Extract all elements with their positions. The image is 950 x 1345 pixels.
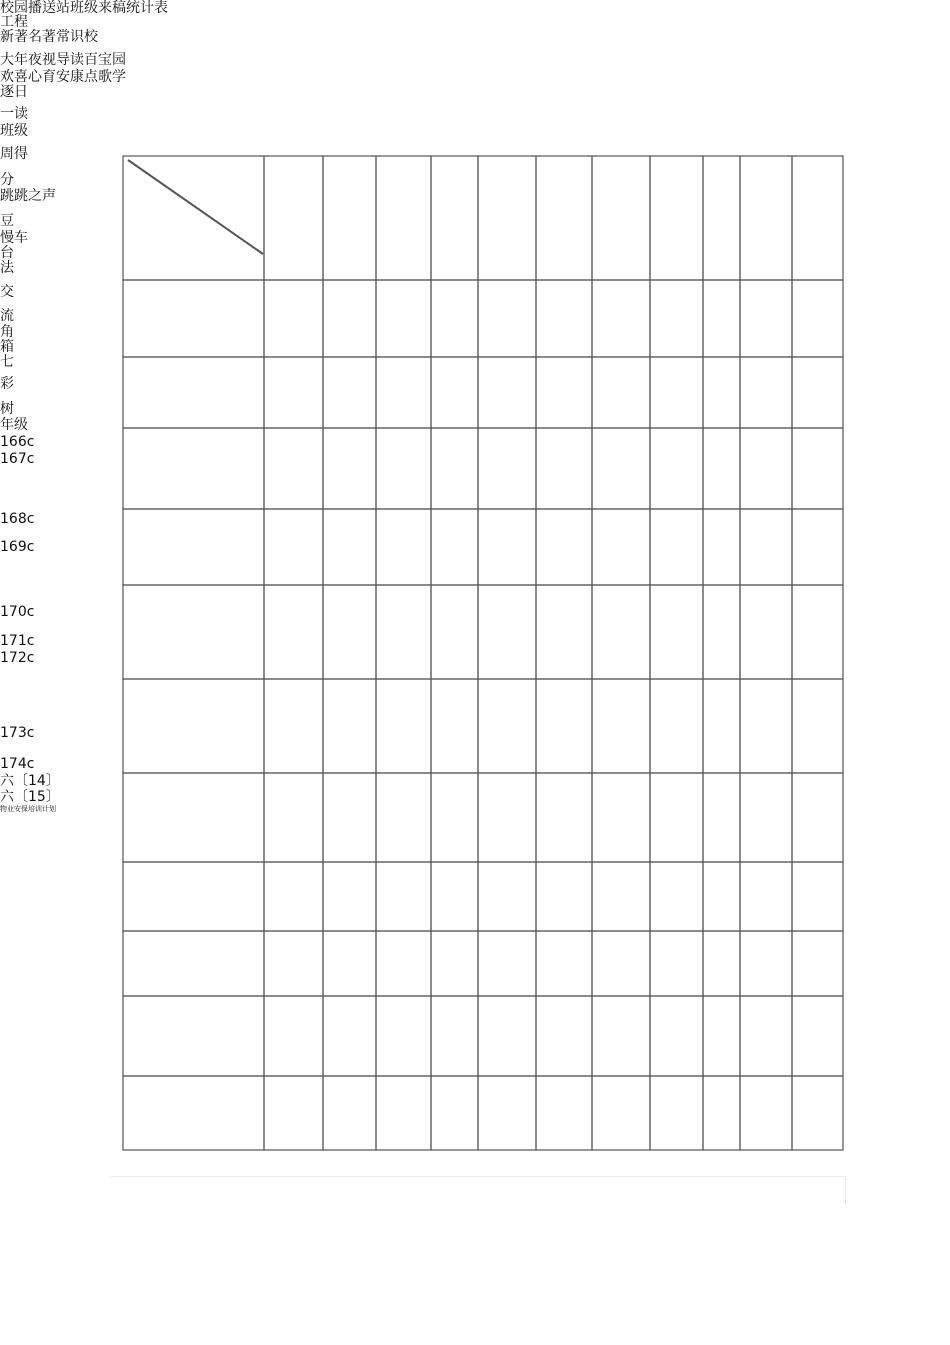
text-line: 跳跳之声	[0, 188, 56, 204]
table-cell	[264, 773, 323, 862]
text-line: 168c	[0, 511, 35, 527]
table-cell	[703, 996, 740, 1076]
table-cell	[703, 280, 740, 357]
table-cell	[536, 357, 592, 428]
table-cell	[592, 931, 650, 996]
text-line: 角	[0, 324, 14, 340]
table-row	[123, 679, 843, 773]
table-cell	[792, 280, 843, 357]
table-cell	[740, 585, 792, 679]
table-cell	[376, 428, 431, 509]
table-cell	[323, 773, 376, 862]
table-cell	[123, 428, 264, 509]
table-cell	[123, 996, 264, 1076]
table-cell	[478, 509, 536, 585]
table-cell	[323, 996, 376, 1076]
table-cell	[264, 357, 323, 428]
table-cell	[592, 1076, 650, 1150]
table-cell	[792, 862, 843, 931]
table-cell	[478, 1076, 536, 1150]
table-cell	[536, 679, 592, 773]
table-cell	[592, 679, 650, 773]
table-cell	[740, 509, 792, 585]
table-cell	[536, 280, 592, 357]
table-cell	[703, 357, 740, 428]
table-row	[123, 509, 843, 585]
table-cell	[264, 931, 323, 996]
table-row	[123, 1076, 843, 1150]
text-line: 171c	[0, 633, 35, 649]
table-cell	[123, 280, 264, 357]
table-cell	[123, 773, 264, 862]
table-row	[123, 357, 843, 428]
text-line: 工程	[0, 14, 28, 30]
table-cell	[740, 773, 792, 862]
table-cell	[703, 931, 740, 996]
table-cell	[478, 156, 536, 280]
table-cell	[592, 428, 650, 509]
page-title: 校园播送站班级来稿统计表	[0, 0, 168, 16]
table-cell	[536, 585, 592, 679]
table-cell	[323, 862, 376, 931]
table-cell	[592, 509, 650, 585]
table-cell	[323, 428, 376, 509]
table-cell	[650, 773, 703, 862]
table-cell	[376, 585, 431, 679]
table-cell	[323, 1076, 376, 1150]
table-cell	[792, 585, 843, 679]
table-cell	[650, 280, 703, 357]
table-cell	[650, 1076, 703, 1150]
table-cell	[376, 773, 431, 862]
table-cell	[703, 1076, 740, 1150]
table-cell	[650, 509, 703, 585]
table-cell	[264, 996, 323, 1076]
table-cell	[431, 679, 478, 773]
table-cell	[536, 509, 592, 585]
table-cell	[431, 428, 478, 509]
table-cell	[740, 679, 792, 773]
table-cell	[123, 931, 264, 996]
table-cell	[264, 862, 323, 931]
table-cell	[478, 585, 536, 679]
table-cell	[792, 773, 843, 862]
text-line: 树	[0, 401, 14, 417]
table-cell	[123, 679, 264, 773]
table-cell	[592, 156, 650, 280]
text-line: 169c	[0, 539, 35, 555]
table-cell	[740, 996, 792, 1076]
table-cell	[792, 509, 843, 585]
table-cell	[431, 280, 478, 357]
table-cell	[376, 862, 431, 931]
table-row	[123, 156, 843, 280]
table-cell	[431, 1076, 478, 1150]
table-cell	[703, 773, 740, 862]
text-line: 班级	[0, 123, 28, 139]
table-cell	[650, 585, 703, 679]
table-cell	[536, 428, 592, 509]
text-line: 一读	[0, 106, 28, 122]
table-row	[123, 280, 843, 357]
table-cell	[592, 357, 650, 428]
table-cell	[650, 156, 703, 280]
text-line: 法	[0, 260, 14, 276]
text-line: 六〔14〕	[0, 773, 60, 789]
table-cell	[478, 357, 536, 428]
table-cell	[376, 996, 431, 1076]
table-cell	[478, 773, 536, 862]
table-cell	[592, 585, 650, 679]
bottom-tick	[845, 1176, 846, 1204]
table-cell	[264, 509, 323, 585]
table-cell	[323, 156, 376, 280]
table-row	[123, 931, 843, 996]
table-cell	[376, 156, 431, 280]
table-cell	[323, 509, 376, 585]
text-line: 彩	[0, 376, 14, 392]
text-line: 周得	[0, 146, 28, 162]
table-cell	[264, 280, 323, 357]
table-cell	[650, 996, 703, 1076]
table-cell	[740, 862, 792, 931]
table-cell	[123, 1076, 264, 1150]
table-cell	[650, 357, 703, 428]
table-cell	[592, 773, 650, 862]
text-line: 台	[0, 245, 14, 261]
table-cell	[703, 585, 740, 679]
table-cell	[431, 862, 478, 931]
bottom-rule	[110, 1176, 846, 1177]
table-cell	[740, 931, 792, 996]
text-line: 170c	[0, 604, 35, 620]
table-cell	[536, 996, 592, 1076]
text-line: 箱	[0, 339, 14, 355]
text-line: 豆	[0, 213, 14, 229]
table-cell	[792, 156, 843, 280]
table-cell	[431, 931, 478, 996]
table-cell	[323, 585, 376, 679]
table-cell	[592, 996, 650, 1076]
table-cell	[478, 931, 536, 996]
table-cell	[478, 862, 536, 931]
table-cell	[703, 156, 740, 280]
text-line: 166c	[0, 434, 35, 450]
table-cell	[740, 428, 792, 509]
text-line: 174c	[0, 756, 35, 772]
text-line: 年级	[0, 417, 28, 433]
table-cell	[792, 1076, 843, 1150]
text-line: 流	[0, 308, 14, 324]
table-cell	[431, 357, 478, 428]
table-cell	[792, 931, 843, 996]
table-cell	[792, 679, 843, 773]
table-cell	[431, 585, 478, 679]
table-cell	[431, 773, 478, 862]
table-cell	[376, 679, 431, 773]
table-cell	[431, 996, 478, 1076]
table-cell	[123, 585, 264, 679]
table-cell	[703, 428, 740, 509]
table-cell	[123, 862, 264, 931]
table-rows	[123, 156, 843, 1150]
table-cell	[323, 679, 376, 773]
table-cell	[478, 996, 536, 1076]
table-cell	[323, 280, 376, 357]
table-cell	[650, 679, 703, 773]
table-cell	[264, 428, 323, 509]
table-cell	[376, 931, 431, 996]
table-cell	[431, 509, 478, 585]
text-line: 173c	[0, 725, 35, 741]
table-cell	[536, 1076, 592, 1150]
text-line: 逐日	[0, 84, 28, 100]
table-row	[123, 585, 843, 679]
table-cell	[792, 428, 843, 509]
table-cell	[323, 357, 376, 428]
table-cell	[703, 679, 740, 773]
text-line: 六〔15〕	[0, 789, 60, 805]
table-cell	[592, 280, 650, 357]
table-cell	[376, 280, 431, 357]
table-cell	[740, 1076, 792, 1150]
table-cell	[123, 357, 264, 428]
text-line: 慢车	[0, 230, 28, 246]
table-cell	[376, 509, 431, 585]
text-line: 167c	[0, 451, 35, 467]
text-line: 大年夜视导读百宝园	[0, 52, 126, 68]
table-cell	[264, 1076, 323, 1150]
table-cell	[478, 679, 536, 773]
text-line: 172c	[0, 650, 35, 666]
table-cell	[536, 862, 592, 931]
text-line: 交	[0, 284, 14, 300]
table-cell	[740, 357, 792, 428]
table-row	[123, 996, 843, 1076]
table-cell	[592, 862, 650, 931]
table-cell	[431, 156, 478, 280]
table-cell	[376, 1076, 431, 1150]
table-cell	[323, 931, 376, 996]
text-line: 新著名著常识校	[0, 29, 98, 45]
table-cell	[264, 585, 323, 679]
table-cell	[703, 862, 740, 931]
table-cell	[264, 156, 323, 280]
text-line: 七	[0, 354, 14, 370]
header-diagonal-line	[128, 160, 263, 254]
footer-note: 物业安保培训计划	[0, 805, 56, 813]
table-cell	[536, 156, 592, 280]
table-cell	[376, 357, 431, 428]
table-cell	[792, 357, 843, 428]
table-cell	[650, 862, 703, 931]
table-row	[123, 862, 843, 931]
table-cell	[536, 773, 592, 862]
table-cell	[478, 428, 536, 509]
text-line: 欢喜心育安康点歌学	[0, 69, 126, 85]
table-cell	[650, 931, 703, 996]
table-cell	[478, 280, 536, 357]
text-line: 分	[0, 172, 14, 188]
table-cell	[264, 679, 323, 773]
table-cell	[703, 509, 740, 585]
table-cell	[650, 428, 703, 509]
table-row	[123, 773, 843, 862]
table-cell	[740, 280, 792, 357]
table-cell	[792, 996, 843, 1076]
table-cell	[740, 156, 792, 280]
table-row	[123, 428, 843, 509]
table-cell	[123, 156, 264, 280]
table-cell	[123, 509, 264, 585]
table-cell	[536, 931, 592, 996]
